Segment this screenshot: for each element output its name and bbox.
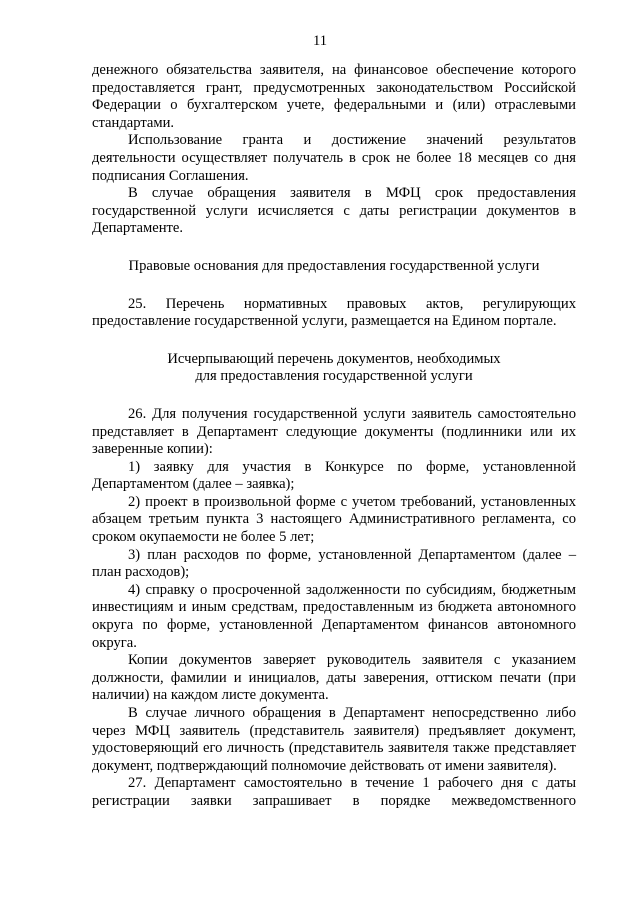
- section-heading-line: для предоставления государственной услуги: [195, 368, 473, 385]
- paragraph: Копии документов заверяет руководитель заявителя с указанием должности, фамилии и инициалов, даты заверения, оттиском печати (при наличии) на каждом листе документа.: [92, 652, 576, 704]
- paragraph: В случае личного обращения в Департамент непосредственно либо через МФЦ заявитель (представитель заявителя) предъявляет документ, удостоверяющий его личность (представитель заявителя также представляет документ, подтверждающий полномочие действовать от имени заявителя).: [92, 705, 576, 774]
- list-item: 2) проект в произвольной форме с учетом требований, установленных абзацем третьим пункта 3 настоящего Административного регламента, со сроком окупаемости не более 5 лет;: [92, 493, 576, 546]
- list-item: 4) справку о просроченной задолженности по субсидиям, бюджетным инвестициям и иным средствам, предоставленным из бюджета автономного округа по форме, установленной Департаментом финансов автономного округа.: [92, 581, 576, 651]
- paragraph-25: 25. Перечень нормативных правовых актов, регулирующих предоставление государственной услуги, размещается на Едином портале.: [92, 295, 576, 330]
- paragraph: В случае обращения заявителя в МФЦ срок предоставления государственной услуги исчисляется с даты регистрации документов в Департаменте.: [92, 185, 576, 237]
- page-content: [92, 62, 576, 811]
- list-item: 1) заявку для участия в Конкурсе по форме, установленной Департаментом (далее – заявка);: [92, 458, 576, 493]
- paragraph-26: 26. Для получения государственной услуги заявитель самостоятельно представляет в Департамент следующие документы (подлинники или их заверенные копии):: [92, 405, 576, 458]
- paragraph: Использование гранта и достижение значений результатов деятельности осуществляет получатель в срок не более 18 месяцев со дня подписания Соглашения.: [92, 132, 576, 184]
- list-item: 3) план расходов по форме, установленной Департаментом (далее – план расходов);: [92, 546, 576, 581]
- section-heading: Правовые основания для предоставления государственной услуги: [128, 257, 540, 274]
- paragraph: денежного обязательства заявителя, на финансовое обеспечение которого предоставляется грант, предусмотренных законодательством Российской Федерации о бухгалтерском учете, федеральными и (или) отраслевыми стандартами.: [92, 62, 576, 131]
- page-number: 11: [312, 33, 328, 49]
- paragraph-27: 27. Департамент самостоятельно в течение 1 рабочего дня с даты регистрации заявки запрашивает в порядке межведомственного: [92, 775, 576, 809]
- section-heading-line: Исчерпывающий перечень документов, необходимых: [167, 350, 501, 367]
